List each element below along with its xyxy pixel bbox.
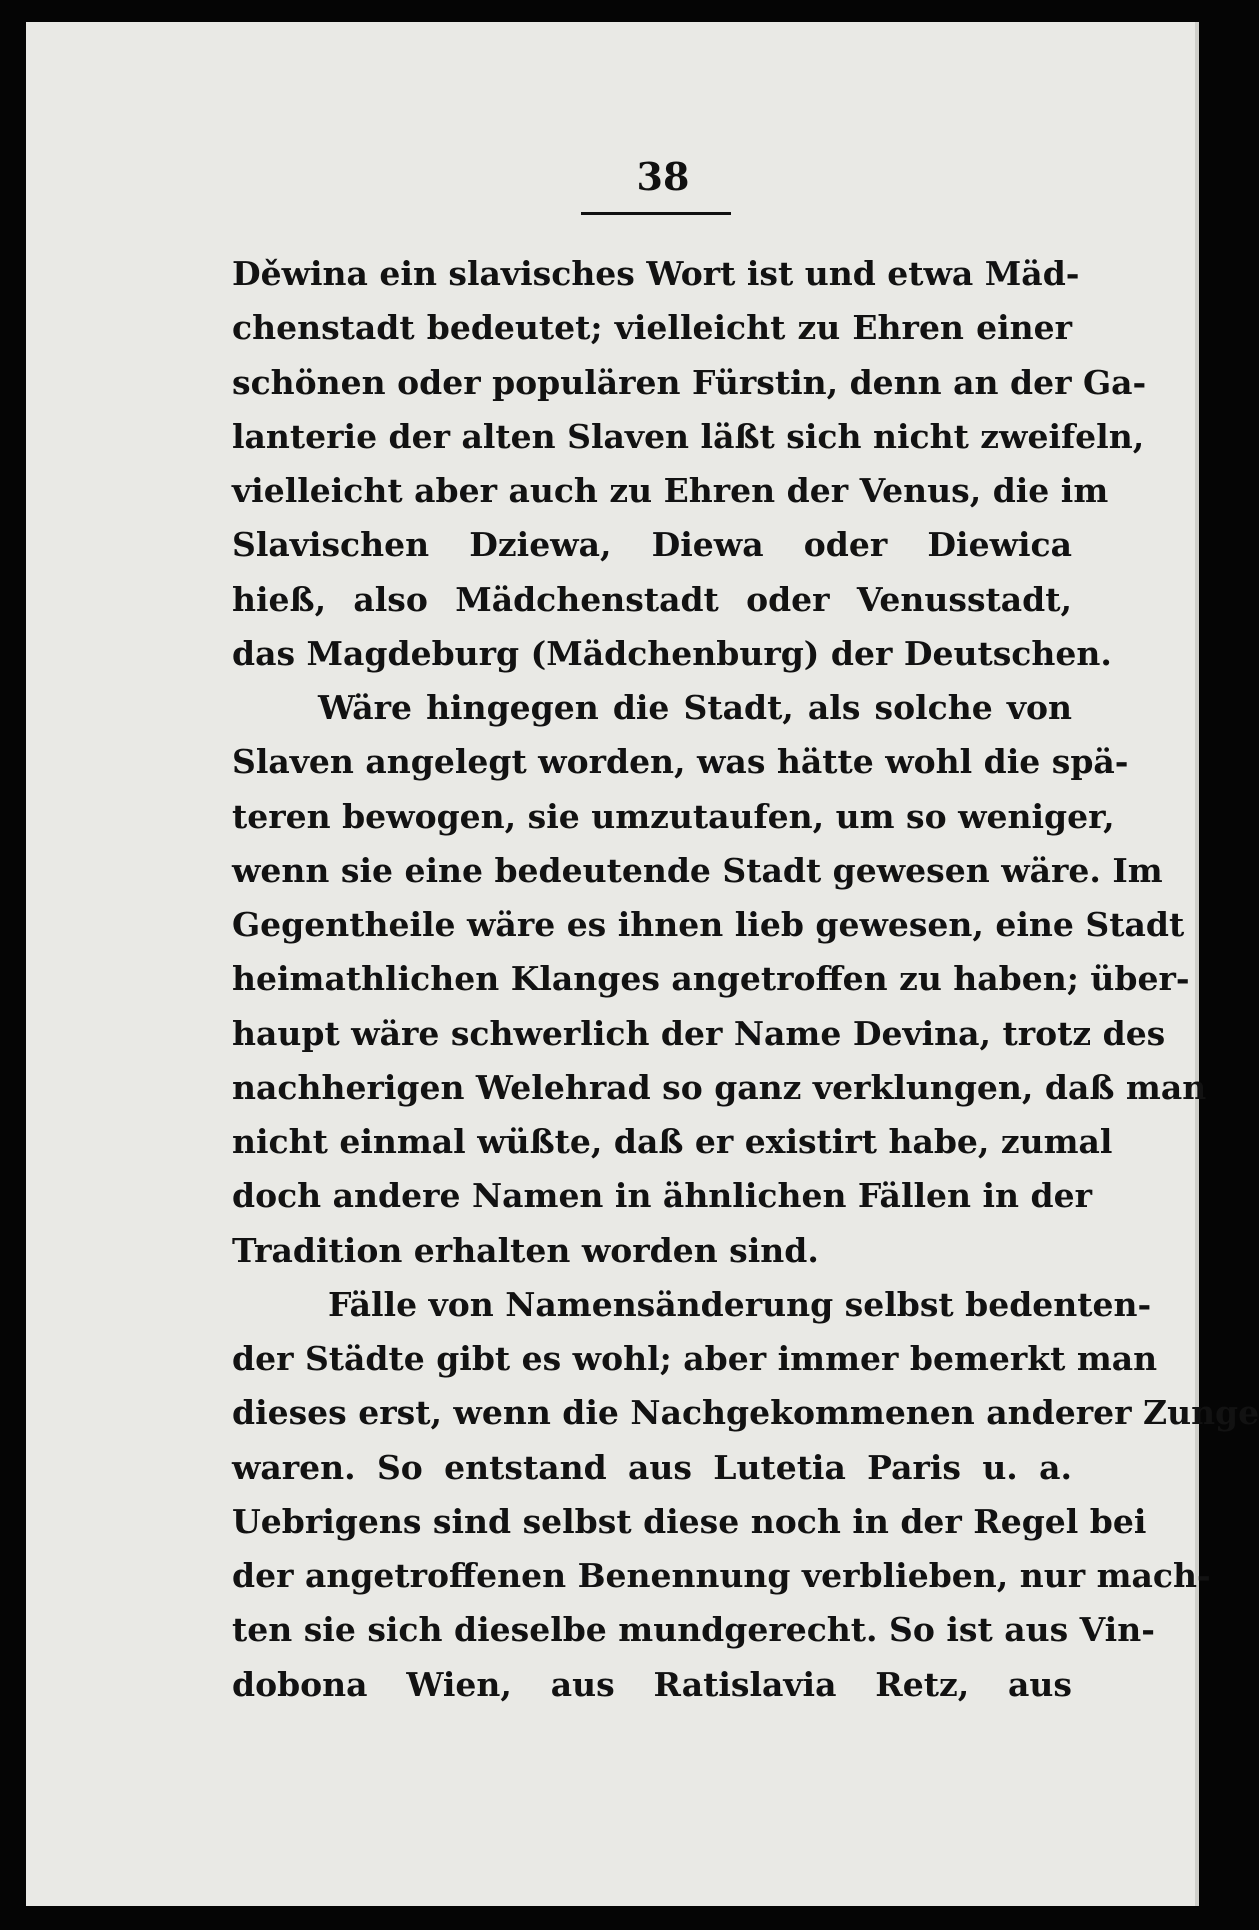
text-line: Gegentheile wäre es ihnen lieb gewesen, eine Stadt	[232, 905, 1185, 944]
text-line: vielleicht aber auch zu Ehren der Venus, die im	[232, 471, 1109, 510]
text-line: haupt wäre schwerlich der Name Devina, trotz des	[232, 1013, 1166, 1053]
text-line: nicht einmal wüßte, daß er existirt habe, zumal	[232, 1122, 1113, 1161]
text-line: dieses erst, wenn die Nachgekommenen anderer Zunge	[232, 1393, 1259, 1433]
text-line: Uebrigens sind selbst diese noch in der Regel bei	[232, 1501, 1147, 1541]
text-line: Tradition erhalten worden sind.	[232, 1230, 819, 1270]
text-line: dobona Wien, aus Ratislavia Retz, aus	[232, 1664, 1072, 1704]
text-line: das Magdeburg (Mädchenburg) der Deutschen.	[232, 633, 1112, 673]
text-line: heimathlichen Klanges angetroffen zu haben; über-	[232, 959, 1190, 999]
text-line: waren. So entstand aus Lutetia Paris u. a.	[232, 1447, 1072, 1487]
body-text	[232, 247, 1259, 1712]
text-line: wenn sie eine bedeutende Stadt gewesen wäre. Im	[232, 850, 1163, 890]
page-number: 38	[636, 154, 690, 199]
text-line: Fälle von Namensänderung selbst bedenten-	[328, 1284, 1152, 1324]
text-line: Slavischen Dziewa, Diewa oder Diewica	[232, 525, 1072, 565]
text-line: ten sie sich dieselbe mundgerecht. So ist aus Vin-	[232, 1610, 1155, 1650]
book-page	[26, 22, 1259, 1906]
text-line: schönen oder populären Fürstin, denn an der Ga-	[232, 362, 1147, 402]
text-line: der Städte gibt es wohl; aber immer bemerkt man	[232, 1339, 1158, 1378]
text-line: teren bewogen, sie umzutaufen, um so weniger,	[232, 796, 1115, 836]
text-line: nachherigen Welehrad so ganz verklungen, daß man	[232, 1067, 1207, 1107]
page-number-rule	[581, 212, 731, 215]
text-line: der angetroffenen Benennung verblieben, nur mach-	[232, 1556, 1211, 1595]
text-line: chenstadt bedeutet; vielleicht zu Ehren einer	[232, 308, 1072, 348]
text-line: Wäre hingegen die Stadt, als solche von	[318, 688, 1072, 727]
text-line: lanterie der alten Slaven läßt sich nicht zweifeln,	[232, 416, 1145, 456]
text-line: Děwina ein slavisches Wort ist und etwa Mäd-	[232, 254, 1080, 293]
text-line: doch andere Namen in ähnlichen Fällen in der	[232, 1176, 1092, 1216]
text-line: Slaven angelegt worden, was hätte wohl die spä-	[232, 742, 1129, 782]
text-line: hieß, also Mädchenstadt oder Venusstadt,	[232, 579, 1072, 619]
